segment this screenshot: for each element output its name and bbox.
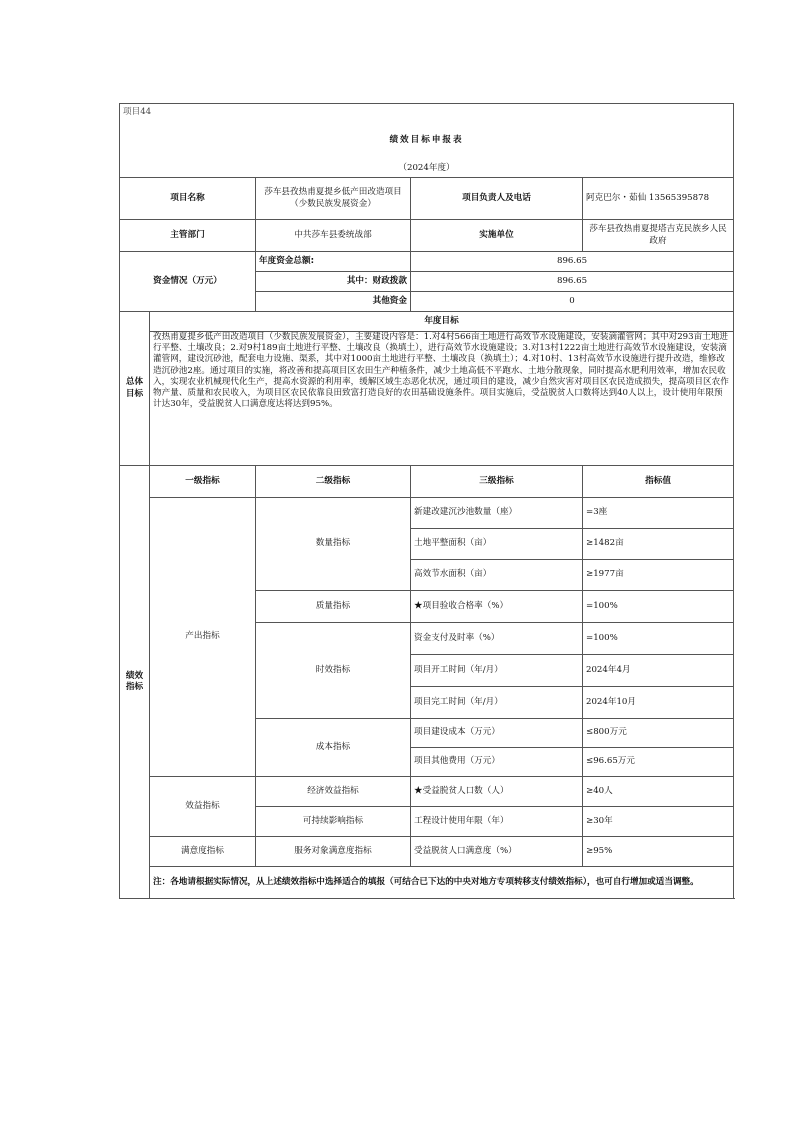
- indicator-value: =100%: [583, 591, 734, 623]
- total-funds-value: 896.65: [411, 252, 734, 272]
- level1-header: 一级指标: [150, 466, 256, 498]
- indicator-name: 项目完工时间（年/月）: [411, 687, 583, 719]
- indicator-value: ≤800万元: [583, 719, 734, 748]
- timeliness-indicator: 时效指标: [256, 623, 411, 719]
- service-indicator: 服务对象满意度指标: [256, 837, 411, 867]
- project-name-value: 莎车县孜热甫夏提乡低产田改造项目（少数民族发展资金）: [256, 178, 411, 220]
- other-funds-label: 其他资金: [256, 292, 411, 312]
- form-table: [119, 103, 734, 899]
- page-title: 绩效目标申报表: [120, 121, 734, 161]
- indicator-value: 2024年10月: [583, 687, 734, 719]
- satisfaction-indicator: 满意度指标: [150, 837, 256, 867]
- fiscal-funds-value: 896.65: [411, 272, 734, 292]
- indicator-value: 2024年4月: [583, 655, 734, 687]
- performance-form: [119, 103, 733, 899]
- overall-goal-label: 总体 目标: [120, 312, 150, 466]
- indicator-value: =3座: [583, 498, 734, 529]
- indicator-name: 新建改建沉沙池数量（座）: [411, 498, 583, 529]
- value-header: 指标值: [583, 466, 734, 498]
- level2-header: 二级指标: [256, 466, 411, 498]
- indicator-value: ≤96.65万元: [583, 748, 734, 777]
- level3-header: 三级指标: [411, 466, 583, 498]
- project-number: 项目44: [120, 104, 734, 121]
- project-name-label: 项目名称: [120, 178, 256, 220]
- report-year: （2024年度）: [120, 161, 734, 178]
- indicator-value: ≥1482亩: [583, 529, 734, 560]
- perf-indicator-label: 绩效 指标: [120, 466, 150, 899]
- footnote: 注：各地请根据实际情况，从上述绩效指标中选择适合的填报（可结合已下达的中央对地方专项转移支付绩效指标），也可自行增加或适当调整。: [150, 867, 734, 899]
- sustain-indicator: 可持续影响指标: [256, 807, 411, 837]
- indicator-name: 受益脱贫人口满意度（%）: [411, 837, 583, 867]
- annual-goal-text: 孜热甫夏提乡低产田改造项目（少数民族发展资金），主要建设内容是：1.对4村566亩土地进行高效节水设施建设，安装滴灌管网；其中对293亩土地进行平整、土壤改良；2.对9村189亩土地进行平整、土壤改良（换填土），进行高效节水设施建设；3.对13村1222亩土地进行高效节水设施建设，安装滴灌管网，建设沉砂池，配套电力设施、渠系，其中对1000亩土地进行平整、土壤改良（换填土）；4.对10村、13村高效节水设施进行提升改造，维修改造沉砂池2座。通过项目的实施，将改善和提高项目区农田生产种植条件，减少土地高低不平跑水、土地分散现象，同时提高水肥利用效率，增加农民收入，实现农业机械现代化生产，提高水资源的利用率，缓解区域生态恶化状况，通过项目的建设，减少自然灾害对项目区农民造成损失，提高项目区农作物产量、质量和农民收入，为项目区农民依靠良田致富打造良好的农田基础设施条件。项目实施后，受益脱贫人口数将达到40人以上，设计使用年限预计达30年，受益脱贫人口满意度达将达到95%。: [150, 332, 734, 466]
- indicator-name: ★受益脱贫人口数（人）: [411, 777, 583, 807]
- indicator-name: 资金支付及时率（%）: [411, 623, 583, 655]
- indicator-value: ≥1977亩: [583, 560, 734, 591]
- annual-goal-header: 年度目标: [150, 312, 734, 332]
- department-label: 主管部门: [120, 220, 256, 252]
- economic-indicator: 经济效益指标: [256, 777, 411, 807]
- indicator-name: 土地平整面积（亩）: [411, 529, 583, 560]
- benefit-indicator: 效益指标: [150, 777, 256, 837]
- indicator-value: ≥95%: [583, 837, 734, 867]
- cost-indicator: 成本指标: [256, 719, 411, 777]
- funds-label: 资金情况（万元）: [120, 252, 256, 312]
- indicator-name: 项目建设成本（万元）: [411, 719, 583, 748]
- impl-unit-label: 实施单位: [411, 220, 583, 252]
- other-funds-value: 0: [411, 292, 734, 312]
- indicator-name: ★项目验收合格率（%）: [411, 591, 583, 623]
- quantity-indicator: 数量指标: [256, 498, 411, 591]
- fiscal-funds-label: 其中：财政拨款: [256, 272, 411, 292]
- contact-label: 项目负责人及电话: [411, 178, 583, 220]
- contact-value: 阿克巴尔・茹仙 13565395878: [583, 178, 734, 220]
- quality-indicator: 质量指标: [256, 591, 411, 623]
- indicator-name: 项目其他费用（万元）: [411, 748, 583, 777]
- indicator-name: 高效节水面积（亩）: [411, 560, 583, 591]
- indicator-value: ≥40人: [583, 777, 734, 807]
- impl-unit-value: 莎车县孜热甫夏提塔吉克民族乡人民政府: [583, 220, 734, 252]
- output-indicator: 产出指标: [150, 498, 256, 777]
- total-funds-label: 年度资金总额:: [256, 252, 411, 272]
- department-value: 中共莎车县委统战部: [256, 220, 411, 252]
- indicator-value: =100%: [583, 623, 734, 655]
- indicator-name: 工程设计使用年限（年）: [411, 807, 583, 837]
- indicator-value: ≥30年: [583, 807, 734, 837]
- indicator-name: 项目开工时间（年/月）: [411, 655, 583, 687]
